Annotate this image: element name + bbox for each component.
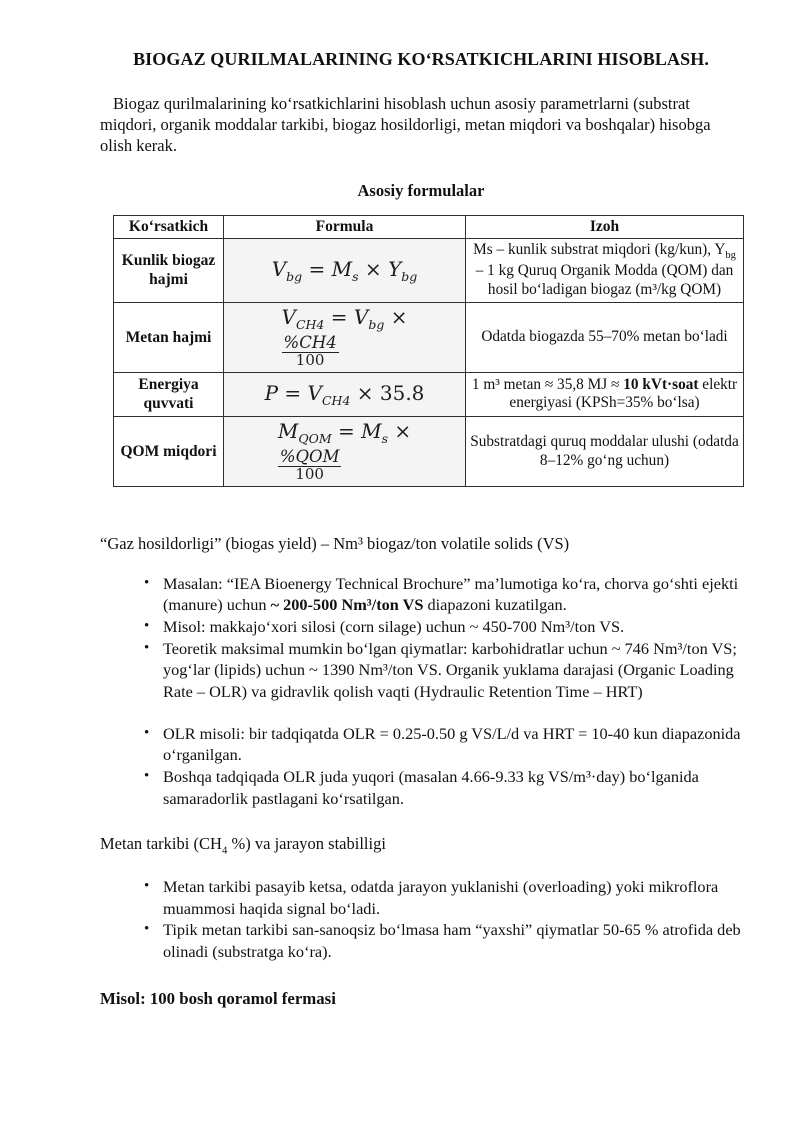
izoh-cell: Substratdagi quruq moddalar ulushi (odatda 8–12% go‘ng uchun) — [466, 416, 744, 486]
subscript-4: 4 — [221, 844, 228, 857]
indicator-cell: Kunlik biogaz hajmi — [114, 238, 224, 302]
list-item: • Boshqa tadqiqada OLR juda yuqori (masalan 4.66-9.33 kg VS/m³·day) bo‘lganida samaradorlik pastlagani ko‘rsatilgan. — [138, 766, 742, 809]
yield-bullet-list-2 — [100, 723, 742, 810]
list-item: • Misol: makkajo‘xori silosi (corn silage) uchun ~ 450-700 Nm³/ton VS. — [138, 616, 742, 638]
list-item — [138, 573, 742, 616]
text-segment: diapazoni kuzatilgan. — [423, 595, 567, 615]
intro-paragraph: Biogaz qurilmalarining ko‘rsatkichlarini hisoblash uchun asosiy parametrlarni (substrat miqdori, organik moddalar tarkibi, biogaz hosildorligi, metan miqdori va boshqalar) hisobga olish kerak. — [100, 93, 711, 156]
formulas-heading: Asosiy formulalar — [357, 180, 485, 200]
formula-vbg: $V_{bg} = M_s \times Y_{bg}$ — [271, 256, 418, 284]
list-item: • OLR misoli: bir tadqiqatda OLR = 0.25-0.50 g VS/L/d va HRT = 10-40 kun diapazonida o‘rganilgan. — [138, 723, 742, 766]
list-item: • Metan tarkibi pasayib ketsa, odatda jarayon yuklanishi (overloading) yoki mikroflora muammosi haqida signal bo‘ladi. — [138, 876, 742, 919]
formula-cell — [224, 238, 466, 302]
table-row — [114, 238, 744, 302]
col-header-formula: Formula — [224, 215, 466, 238]
formula-cell — [224, 302, 466, 372]
col-header-indicator: Ko‘rsatkich — [114, 215, 224, 238]
list-item: • Tipik metan tarkibi san-sanoqsiz bo‘lmasa ham “yaxshi” qiymatlar 50-65 % atrofida deb olinadi (substratga ko‘ra). — [138, 919, 742, 962]
text-segment: %) va jarayon stabilligi — [227, 834, 386, 854]
methane-heading — [100, 833, 742, 858]
izoh-cell — [466, 238, 744, 302]
izoh-cell — [466, 373, 744, 417]
indicator-cell: QOM miqdori — [114, 416, 224, 486]
fraction: $\frac{\%CH4}{100}$ — [283, 332, 337, 370]
text-segment: 1 m³ metan ≈ 35,8 MJ ≈ — [471, 375, 624, 393]
formula-cell — [224, 416, 466, 486]
formula-power: $P = V_{CH4} \times 35.8$ — [264, 380, 425, 408]
bold-segment: ~ 200-500 Nm³/ton VS — [270, 595, 424, 615]
yield-bullet-list-1 — [100, 573, 742, 703]
text-segment: – 1 kg Quruq Organik Modda (QOM) dan hosil bo‘ladigan biogaz (m³/kg QOM) — [475, 261, 734, 298]
page-title: BIOGAZ QURILMALARINING KO‘RSATKICHLARINI HISOBLASH. — [133, 49, 709, 69]
example-heading: Misol: 100 bosh qoramol fermasi — [100, 988, 336, 1008]
fraction: $\frac{\text{\%QOM}}{100}$ — [279, 446, 340, 484]
list-item: • Teoretik maksimal mumkin bo‘lgan qiymatlar: karbohidratlar uchun ~ 746 Nm³/ton VS; yog‘lar (lipids) uchun ~ 1390 Nm³/ton VS. Organik yuklama darajasi (Organic Loading Rate – OLR) va gidravlik qolish vaqti (Hydraulic Retention Time – HRT) — [138, 638, 742, 703]
formula-cell — [224, 373, 466, 417]
subscript-bg: bg — [725, 249, 736, 261]
table-row — [114, 416, 744, 486]
table-row — [114, 373, 744, 417]
formula-vch4: $V_{CH4} = V_{bg}$ × $\frac{\%CH4}{100}$ — [281, 304, 408, 370]
bold-segment: 10 kVt·soat — [623, 375, 699, 393]
text-segment: Masalan: “IEA Bioenergy Technical Brochure” ma’lumotiga ko‘ra, chorva go‘shti ejekti (manure) uchun — [163, 573, 739, 615]
col-header-izoh: Izoh — [466, 215, 744, 238]
indicator-cell: Energiya quvvati — [114, 373, 224, 417]
text-segment: elektr energiyasi (KPSh=35% bo‘lsa) — [509, 375, 738, 412]
formulas-table — [113, 215, 744, 487]
table-row — [114, 302, 744, 372]
yield-heading: “Gaz hosildorligi” (biogas yield) – Nm³ biogaz/ton volatile solids (VS) — [100, 534, 570, 554]
izoh-cell: Odatda biogazda 55–70% metan bo‘ladi — [466, 302, 744, 372]
text-segment: Ms – kunlik substrat miqdori (kg/kun), Y — [473, 240, 726, 258]
methane-bullet-list — [100, 876, 742, 963]
indicator-cell: Metan hajmi — [114, 302, 224, 372]
table-header-row — [114, 215, 744, 238]
formula-mqom: $M_{QOM} = M_s$ × $\frac{\text{\%QOM}}{100}$ — [277, 418, 412, 484]
text-segment: Metan tarkibi (CH — [100, 834, 222, 854]
